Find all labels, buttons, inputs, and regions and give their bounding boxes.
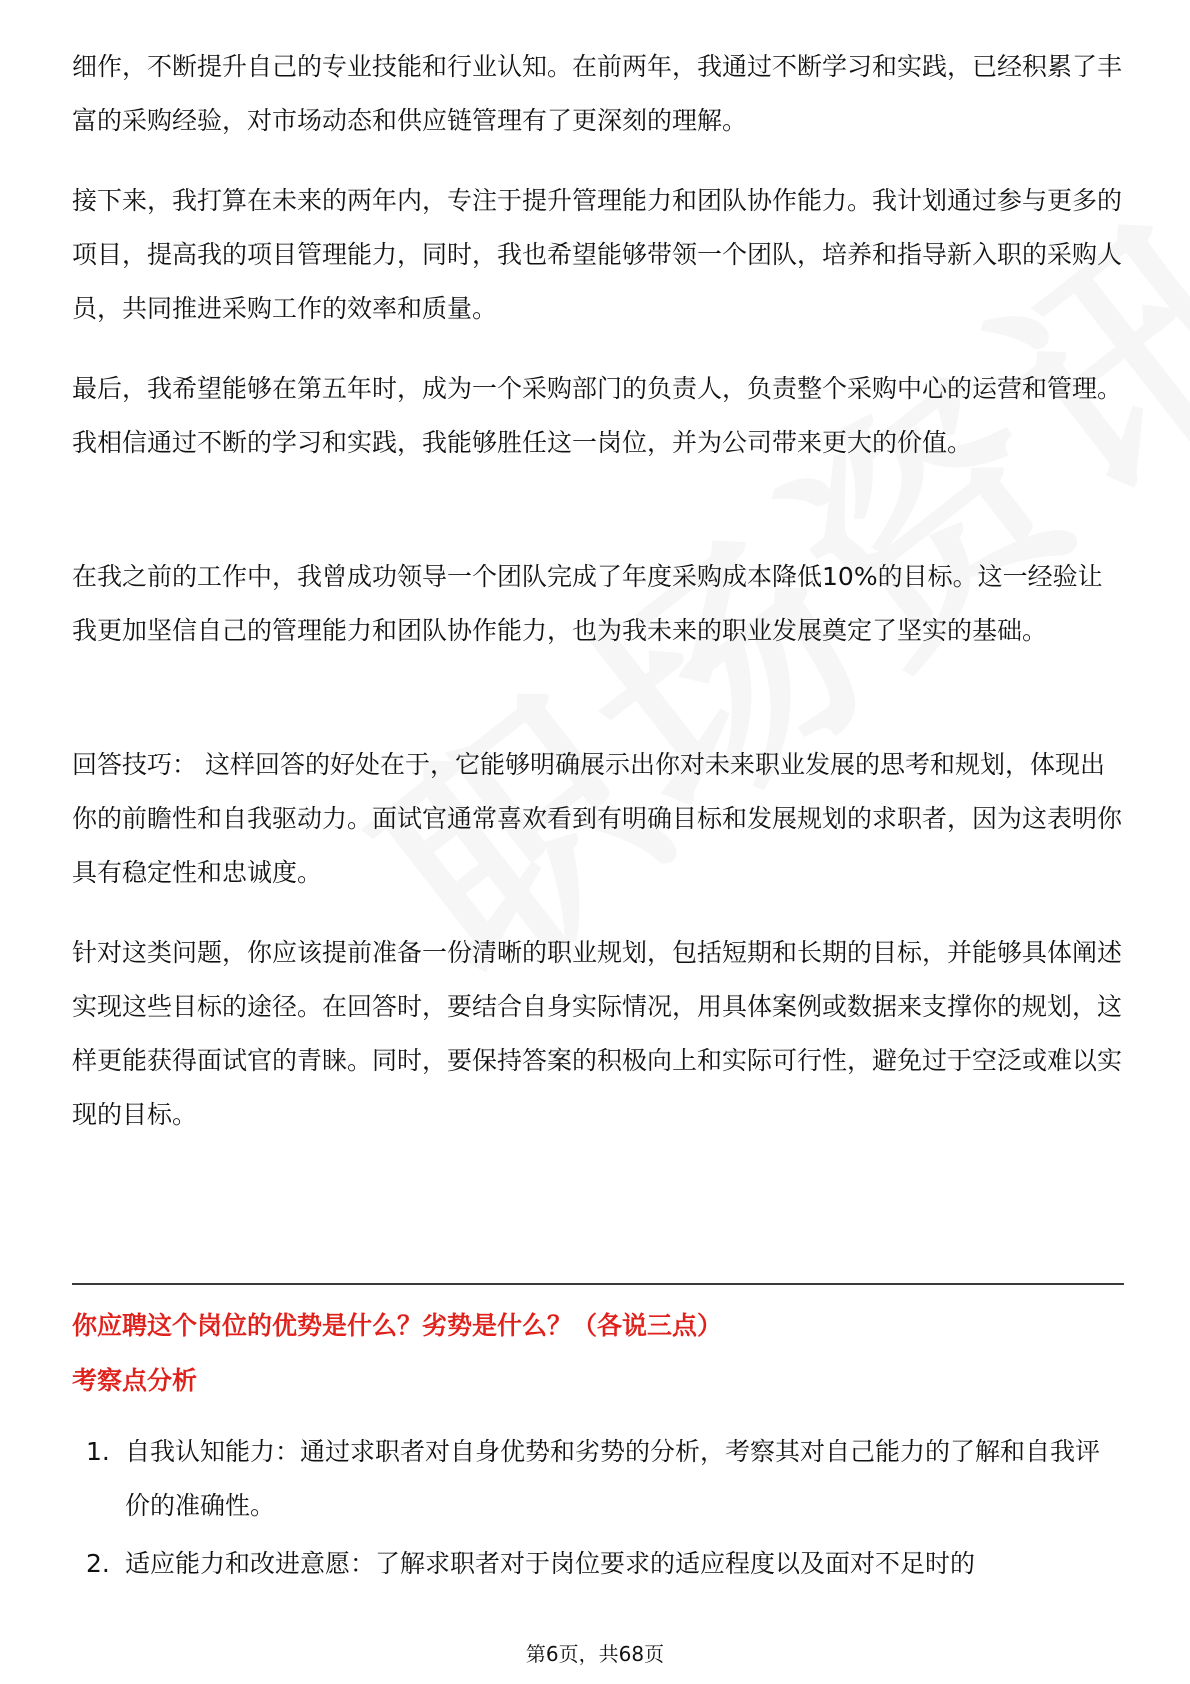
list-item-text: 适应能力和改进意愿：了解求职者对于岗位要求的适应程度以及面对不足时的 (125, 1549, 976, 1578)
analysis-list (72, 1425, 1124, 1595)
list-item (72, 1425, 1124, 1533)
list-item-text: 自我认知能力：通过求职者对自身优势和劣势的分析，考察其对自己能力的了解和自我评价的准确性。 (125, 1437, 1101, 1520)
answer-tip-paragraph: 回答技巧： 这样回答的好处在于，它能够明确展示出你对未来职业发展的思考和规划，体现出你的前瞻性和自我驱动力。面试官通常喜欢看到有明确目标和发展规划的求职者，因为这表明你具有稳定性和忠诚度。 (72, 750, 1123, 887)
list-item-number: 1. (86, 1437, 110, 1466)
page-footer: 第6页，共68页 (525, 1642, 665, 1666)
paragraph-4: 在我之前的工作中，我曾成功领导一个团队完成了年度采购成本降低10%的目标。这一经验让我更加坚信自己的管理能力和团队协作能力，也为我未来的职业发展奠定了坚实的基础。 (72, 562, 1103, 645)
section-divider (72, 1283, 1124, 1285)
paragraph-2: 接下来，我打算在未来的两年内，专注于提升管理能力和团队协作能力。我计划通过参与更多的项目，提高我的项目管理能力，同时，我也希望能够带领一个团队，培养和指导新入职的采购人员，共同推进采购工作的效率和质量。 (72, 186, 1123, 323)
question-heading: 你应聘这个岗位的优势是什么？劣势是什么？（各说三点） (72, 1311, 723, 1340)
paragraph-6: 针对这类问题，你应该提前准备一份清晰的职业规划，包括短期和长期的目标，并能够具体阐述实现这些目标的途径。在回答时，要结合自身实际情况，用具体案例或数据来支撑你的规划，这样更能获得面试官的青睐。同时，要保持答案的积极向上和实际可行性，避免过于空泛或难以实现的目标。 (72, 938, 1123, 1129)
list-item (72, 1537, 1124, 1591)
paragraph-3: 最后，我希望能够在第五年时，成为一个采购部门的负责人，负责整个采购中心的运营和管理。我相信通过不断的学习和实践，我能够胜任这一岗位，并为公司带来更大的价值。 (72, 374, 1123, 457)
list-item-number: 2. (86, 1549, 110, 1578)
analysis-heading: 考察点分析 (72, 1366, 198, 1395)
paragraph-1: 细作，不断提升自己的专业技能和行业认知。在前两年，我通过不断学习和实践，已经积累了丰富的采购经验，对市场动态和供应链管理有了更深刻的理解。 (72, 52, 1123, 135)
